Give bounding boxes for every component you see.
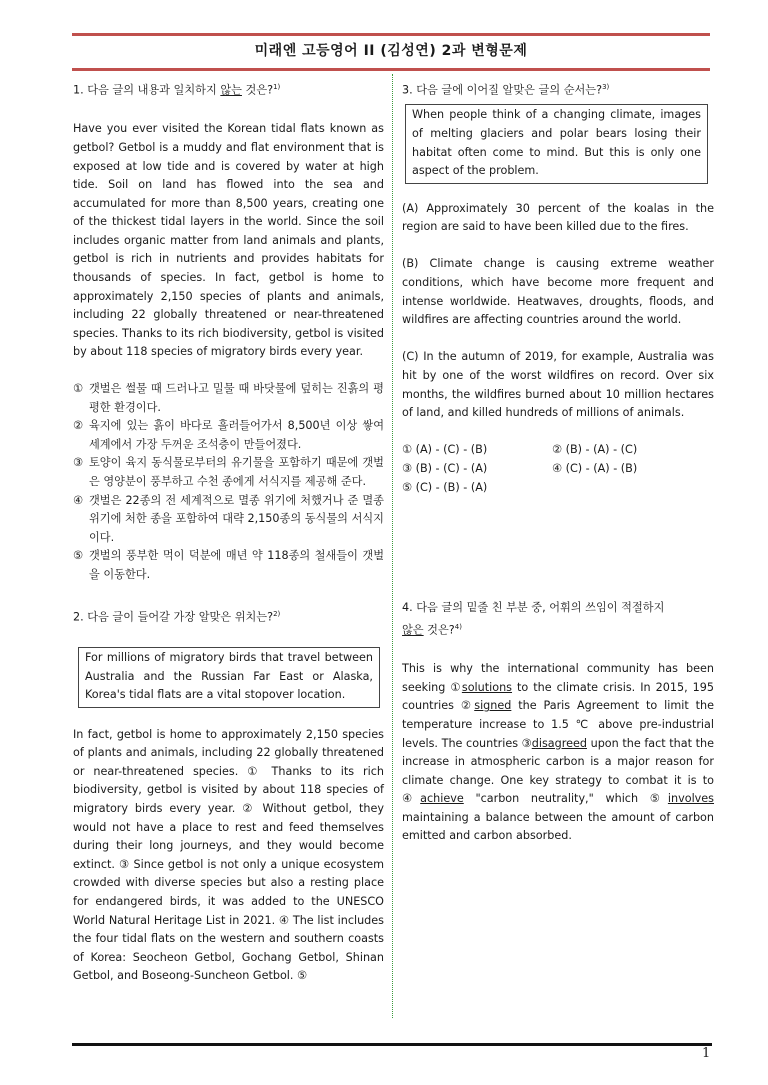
question-4 xyxy=(402,599,714,846)
marker-1: ① xyxy=(450,680,462,694)
right-column xyxy=(402,78,714,846)
header-bottom-rule xyxy=(72,68,710,71)
underlined-word-5: involves xyxy=(667,792,715,806)
question-1-title: 1. 다음 글의 내용과 일치하지 않는 것은?$^{1)}$ xyxy=(73,83,281,97)
paragraph-b: (B) Climate change is causing extreme weather conditions, which have become more frequent and intense worldwide. Heatwaves, droughts, floods, and wildfires are affecting countries around the world. xyxy=(402,257,714,327)
marker-2: ② xyxy=(460,699,475,713)
option-4[interactable]: ④ 갯벌은 22종의 전 세계적으로 멸종 위기에 처했거나 준 멸종 위기에 처한 종을 포함하여 대략 2,150종의 동식물의 서식지이다. xyxy=(73,493,384,544)
question-2-title: 2. 다음 글이 들어갈 가장 알맞은 위치는?$^{2)}$ xyxy=(73,609,281,624)
question-2-passage: In fact, getbol is home to approximately 2,150 species of plants and animals, including 22 globally threatened or near-threatened species. ① Thanks to its rich biodiversity, getbol is visited by about 118 species of migratory birds every year. ② Without getbol, they would not have a place to rest and feed themselves during their long journeys, and they would become extinct. ③ Since getbol is not only a unique ecosystem crowded with diverse species but also a resting place for endangered birds, it was added to the UNESCO World Natural Heritage List in 2021. ④ The list includes the four tidal flats on the western and southern coasts of Korea: Seocheon Getbol, Gochang Getbol, Shinan Getbol, and Boseong-Suncheon Getbol. ⑤ xyxy=(73,727,384,983)
question-1-passage: Have you ever visited the Korean tidal flats known as getbol? Getbol is a muddy and flat environment that is exposed at low tide and is covered by water at high tide. Soil on land has flowed into the sea and accumulated for more than 8,500 years, creating one of the thickest tidal layers in the world. Since the soil includes organic matter from land animals and plants, getbol is rich in nutrients and provides habitats for thousands of species. In fact, getbol is home to approximately 2,150 species of plants and animals, including 22 globally threatened or near-threatened species. Thanks to its rich biodiversity, getbol is visited by about 118 species of migratory birds every year. xyxy=(73,122,384,359)
page-number: 1 xyxy=(702,1046,711,1061)
paragraph-c: (C) In the autumn of 2019, for example, Australia was hit by one of the worst wildfires on record. Over six months, the wildfires burned about 10 million hectares of land, and killed hundreds of millions of animals. xyxy=(402,350,714,420)
page-title: 미래엔 고등영어 II (김성연) 2과 변형문제 xyxy=(254,43,528,59)
marker-4: ④ xyxy=(402,792,421,806)
footnote-ref: 3) xyxy=(602,83,610,91)
question-3 xyxy=(402,78,714,497)
question-2 xyxy=(73,605,384,986)
underlined-word-4: achieve xyxy=(420,792,464,806)
question-3-title: 3. 다음 글에 이어질 알맞은 글의 순서는?$^{3)}$ xyxy=(402,83,610,97)
column-divider xyxy=(392,74,393,1018)
option-4[interactable]: ④ (C) - (A) - (B) xyxy=(552,462,638,476)
underlined-word-1: solutions xyxy=(461,680,513,694)
question-4-title: 4. 다음 글의 밑줄 친 부분 중, 어휘의 쓰임이 적절하지 않은 것은?$^{4)}$ xyxy=(402,601,665,637)
left-column xyxy=(73,78,384,986)
header-top-rule xyxy=(72,33,710,36)
footer-rule xyxy=(72,1043,712,1046)
option-2[interactable]: ② (B) - (A) - (C) xyxy=(552,443,638,457)
question-1-options xyxy=(73,380,384,585)
question-2-given-sentence: For millions of migratory birds that travel between Australia and the Russian Far East or Alaska, Korea's tidal flats are a vital stopover location. xyxy=(78,647,380,708)
underlined-word-3: disagreed xyxy=(531,736,587,750)
option-5[interactable]: ⑤ (C) - (B) - (A) xyxy=(402,480,488,494)
option-3[interactable]: ③ (B) - (C) - (A) xyxy=(402,462,488,476)
paragraph-a: (A) Approximately 30 percent of the koalas in the region are said to have been killed due to the fires. xyxy=(402,201,714,234)
option-1[interactable]: ① (A) - (C) - (B) xyxy=(402,443,488,457)
footnote-ref: 4) xyxy=(454,622,462,631)
marker-3: ③ xyxy=(521,736,532,750)
option-2[interactable]: ② 육지에 있는 흙이 바다로 흘러들어가서 8,500년 이상 쌓여 세계에서 가장 두꺼운 조석층이 만들어졌다. xyxy=(73,419,384,451)
footnote-ref: 2) xyxy=(273,609,281,618)
question-1 xyxy=(73,78,384,585)
question-3-given-passage: When people think of a changing climate, images of melting glaciers and polar bears losing their habitat often come to mind. But this is only one aspect of the problem. xyxy=(405,104,708,183)
option-3[interactable]: ③ 토양이 육지 동식물로부터의 유기물을 포함하기 때문에 갯벌은 영양분이 풍부하고 수천 종에게 서식지를 제공해 준다. xyxy=(73,456,384,489)
question-3-options xyxy=(402,441,714,497)
option-1[interactable]: ① 갯벌은 썰물 때 드러나고 밀물 때 바닷물에 덮히는 진흙의 평평한 환경이다. xyxy=(73,382,384,414)
marker-5: ⑤ xyxy=(649,792,668,806)
underlined-word-2: signed xyxy=(474,699,512,713)
question-4-passage: This is why the international community has been seeking ①solutions to the climate crisis. In 2015, 195 countries ②signed the Paris Agreement to limit the temperature increase to 1.5 ℃ above pre-industrial levels. The countries ③disagreed upon the fact that the increase in atmospheric carbon is a major reason for climate change. One key strategy to combat it is to ④achieve "carbon neutrality," which ⑤involves maintaining a balance between the amount of carbon emitted and carbon absorbed. xyxy=(402,662,715,843)
footnote-ref: 1) xyxy=(273,83,281,91)
option-5[interactable]: ⑤ 갯벌의 풍부한 먹이 덕분에 매년 약 118종의 철새들이 갯벌을 이동한다. xyxy=(73,549,384,581)
